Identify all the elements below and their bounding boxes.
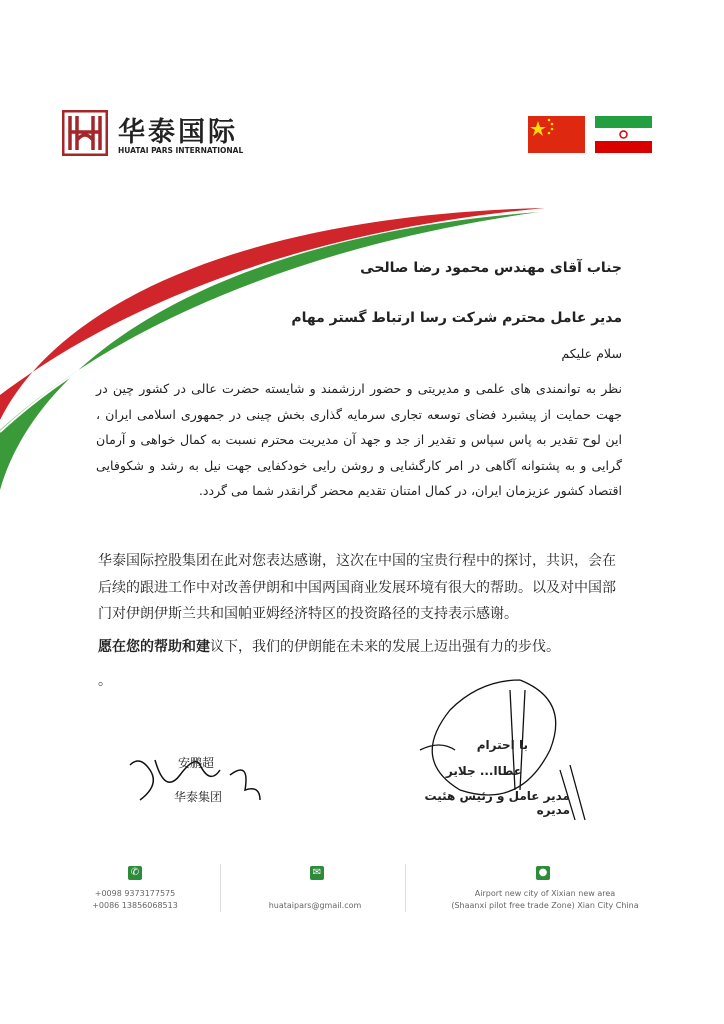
recipient-name: جناب آقای مهندس محمود رضا صالحی	[360, 260, 622, 276]
recipient-title: مدیر عامل محترم شرکت رسا ارتباط گستر مهام	[291, 310, 622, 326]
address-line-2: (Shaanxi pilot free trade Zone) Xian City China	[451, 901, 639, 910]
iran-flag-icon	[595, 116, 652, 153]
phone-1: +0098 9373177575	[94, 889, 176, 898]
logo-english-name: HUATAI PARS INTERNATIONAL	[118, 146, 244, 155]
chinese-body: 华泰国际控股集团在此对您表达感谢，这次在中国的宝贵行程中的探讨，共识，会在后续的跟进工作中对改善伊朗和中国两国商业发展环境有很大的帮助。以及对中国部门对伊朗伊斯兰共和国帕亚姆经济特区的投资路径的支持表示感谢。	[98, 553, 616, 622]
email-icon: ✉	[310, 866, 324, 880]
email-address: huataipars@gmail.com	[268, 901, 362, 910]
right-closing: با احترام	[476, 738, 528, 752]
logo-chinese-name: 华泰国际	[118, 117, 238, 148]
chinese-wish	[98, 634, 628, 661]
phone-numbers	[80, 888, 190, 912]
right-signer-name: عطاا... جلایر	[445, 764, 522, 778]
address-line-1: Airport new city of Xixian new area	[474, 889, 616, 898]
left-signer-name: 安鹏超	[178, 756, 215, 770]
chinese-wish-bold: 愿在您的帮助和建	[98, 639, 210, 655]
address	[430, 888, 660, 912]
huatai-logo-icon	[62, 110, 108, 156]
chinese-wish-rest: 议下，我们的伊朗能在未来的发展上迈出强有力的步伐。	[210, 639, 560, 655]
location-pin-icon: ●	[536, 866, 550, 880]
right-signer-title: مدیر عامل و رئیس هئیت مدیره	[424, 789, 570, 817]
greeting: سلام علیکم	[561, 346, 622, 361]
persian-body: نظر به توانمندی های علمی و مدیریتی و حضور ارزشمند و شایسته حضرت عالی در کشور چین در جهت حمایت از پیشبرد فضای توسعه تجاری سرمایه گذاری بخش چینی در جمهوری اسلامی ایران ، این لوح تقدیر به پاس سپاس و تقدیر از جد و جهد آن مدیریت محترم نسبت به کمال خواهی و آرمان گرایی و به پشتوانه آگاهی در امر کارگشایی و روشن رایی خودکفایی جهت نیل به رشد و شکوفایی اقتصاد کشور عزیزمان ایران، در کمال امتنان تقدیم محضر گرانقدر شما می گردد.	[96, 381, 622, 498]
footer-divider	[405, 864, 406, 912]
stray-mark: 。	[98, 673, 112, 689]
left-signer-org: 华泰集团	[174, 790, 223, 804]
china-flag-icon	[528, 116, 585, 153]
phone-2: +0086 13856068513	[92, 901, 178, 910]
footer-divider	[220, 864, 221, 912]
phone-icon: ✆	[128, 866, 142, 880]
